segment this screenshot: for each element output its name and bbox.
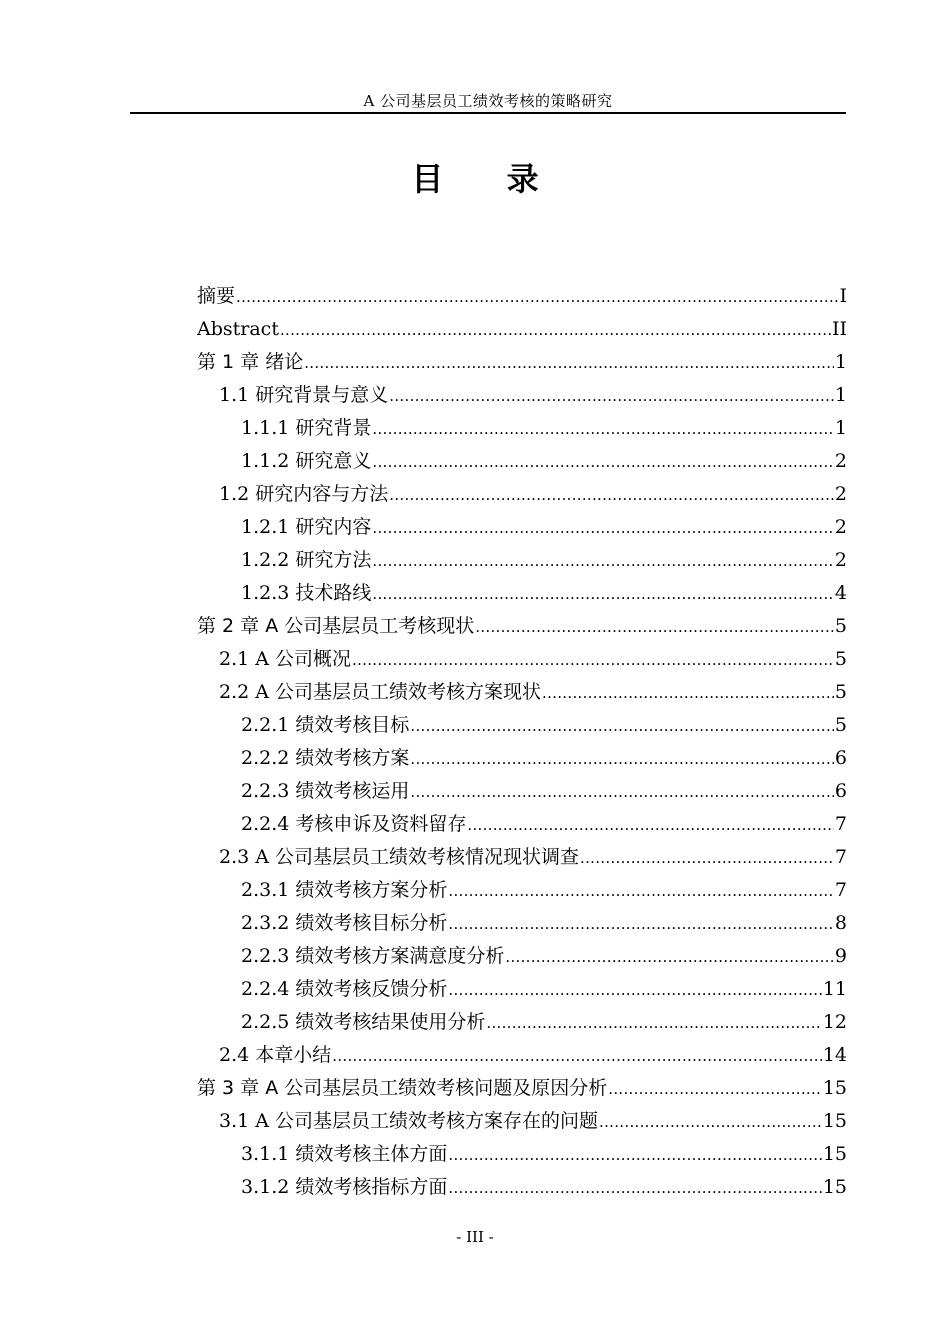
toc-entry-page-number: 2 <box>834 549 847 571</box>
toc-entry-page-number: 2 <box>834 516 847 538</box>
toc-entry-label: 第 3 章 A 公司基层员工绩效考核问题及原因分析 <box>197 1077 608 1099</box>
running-header-title: A 公司基层员工绩效考核的策略研究 <box>363 92 613 110</box>
page-title: 目 录 <box>411 160 565 198</box>
toc-entry-page-number: 8 <box>834 912 847 934</box>
toc-entry-label: 2.2.1 绩效考核目标 <box>241 714 410 736</box>
toc-entry-label: 2.2.5 绩效考核结果使用分析 <box>241 1011 486 1033</box>
toc-entry-label: 2.3.1 绩效考核方案分析 <box>241 879 448 901</box>
toc-dot-leader <box>475 611 834 643</box>
toc-entry[interactable] <box>197 577 847 610</box>
toc-entry[interactable] <box>197 643 847 676</box>
toc-entry[interactable] <box>197 1105 847 1138</box>
toc-entry[interactable] <box>197 775 847 808</box>
toc-dot-leader <box>236 281 838 313</box>
toc-entry-page-number: 7 <box>834 879 847 901</box>
toc-dot-leader <box>389 380 834 412</box>
toc-dot-leader <box>372 446 834 478</box>
toc-entry[interactable] <box>197 676 847 709</box>
toc-entry-label: 2.4 本章小结 <box>219 1044 332 1066</box>
toc-entry-label: 2.3 A 公司基层员工绩效考核情况现状调查 <box>219 846 580 868</box>
toc-entry-page-number: II <box>831 318 847 340</box>
toc-entry[interactable] <box>197 1006 847 1039</box>
toc-entry-label: 1.1 研究背景与意义 <box>219 384 389 406</box>
toc-entry[interactable] <box>197 346 847 379</box>
toc-entry-label: 2.2.3 绩效考核运用 <box>241 780 410 802</box>
toc-entry[interactable] <box>197 973 847 1006</box>
table-of-contents <box>197 280 847 1204</box>
toc-entry-page-number: 2 <box>834 450 847 472</box>
toc-entry[interactable] <box>197 445 847 478</box>
toc-dot-leader <box>448 974 821 1006</box>
toc-entry-page-number: 6 <box>834 780 847 802</box>
toc-entry[interactable] <box>197 511 847 544</box>
toc-entry-page-number: 1 <box>834 384 847 406</box>
toc-entry-page-number: 7 <box>834 813 847 835</box>
toc-dot-leader <box>505 941 834 973</box>
toc-entry[interactable] <box>197 940 847 973</box>
toc-entry-page-number: 7 <box>834 846 847 868</box>
toc-entry[interactable] <box>197 280 847 313</box>
toc-dot-leader <box>352 644 834 676</box>
toc-entry-label: 1.2.1 研究内容 <box>241 516 372 538</box>
toc-entry-label: 2.2.3 绩效考核方案满意度分析 <box>241 945 505 967</box>
toc-entry-label: 2.2.2 绩效考核方案 <box>241 747 410 769</box>
toc-dot-leader <box>280 314 831 346</box>
toc-dot-leader <box>467 809 834 841</box>
toc-entry[interactable] <box>197 379 847 412</box>
header-divider <box>130 112 846 114</box>
toc-entry-label: 2.2.4 绩效考核反馈分析 <box>241 978 448 1000</box>
toc-entry[interactable] <box>197 1138 847 1171</box>
toc-entry[interactable] <box>197 907 847 940</box>
toc-entry-label: 1.2.3 技术路线 <box>241 582 372 604</box>
toc-dot-leader <box>410 743 834 775</box>
toc-entry-page-number: I <box>839 285 847 307</box>
toc-entry-page-number: 11 <box>822 978 847 1000</box>
toc-entry[interactable] <box>197 1171 847 1204</box>
toc-dot-leader <box>580 842 834 874</box>
toc-entry-page-number: 5 <box>834 714 847 736</box>
toc-entry[interactable] <box>197 478 847 511</box>
toc-entry[interactable] <box>197 1039 847 1072</box>
toc-dot-leader <box>448 1172 821 1204</box>
toc-entry-page-number: 9 <box>834 945 847 967</box>
toc-entry-page-number: 12 <box>822 1011 847 1033</box>
toc-entry-label: 1.2.2 研究方法 <box>241 549 372 571</box>
toc-dot-leader <box>372 512 834 544</box>
toc-entry-page-number: 5 <box>834 615 847 637</box>
toc-entry-page-number: 1 <box>834 351 847 373</box>
toc-dot-leader <box>486 1007 821 1039</box>
toc-entry-page-number: 15 <box>822 1077 847 1099</box>
toc-entry-label: 3.1 A 公司基层员工绩效考核方案存在的问题 <box>219 1110 599 1132</box>
toc-dot-leader <box>389 479 834 511</box>
toc-entry-page-number: 4 <box>834 582 847 604</box>
toc-entry-label: 第 2 章 A 公司基层员工考核现状 <box>197 615 475 637</box>
toc-entry-label: 2.1 A 公司概况 <box>219 648 352 670</box>
toc-dot-leader <box>410 776 834 808</box>
toc-entry-label: 2.3.2 绩效考核目标分析 <box>241 912 448 934</box>
toc-entry-label: Abstract <box>197 318 279 340</box>
toc-entry-label: 第 1 章 绪论 <box>197 351 304 373</box>
toc-dot-leader <box>448 1139 821 1171</box>
toc-entry-label: 1.1.2 研究意义 <box>241 450 372 472</box>
toc-entry[interactable] <box>197 742 847 775</box>
toc-entry-page-number: 15 <box>822 1143 847 1165</box>
toc-dot-leader <box>410 710 834 742</box>
toc-dot-leader <box>332 1040 822 1072</box>
toc-entry-page-number: 5 <box>834 648 847 670</box>
toc-dot-leader <box>448 908 834 940</box>
toc-entry[interactable] <box>197 841 847 874</box>
toc-entry[interactable] <box>197 874 847 907</box>
toc-entry-page-number: 6 <box>834 747 847 769</box>
toc-entry-label: 3.1.1 绩效考核主体方面 <box>241 1143 448 1165</box>
toc-entry[interactable] <box>197 544 847 577</box>
toc-entry-page-number: 14 <box>822 1044 847 1066</box>
toc-entry-label: 1.1.1 研究背景 <box>241 417 372 439</box>
toc-dot-leader <box>448 875 834 907</box>
toc-entry[interactable] <box>197 709 847 742</box>
toc-entry-label: 3.1.2 绩效考核指标方面 <box>241 1176 448 1198</box>
toc-entry-page-number: 5 <box>834 681 847 703</box>
toc-entry[interactable] <box>197 808 847 841</box>
toc-entry-page-number: 1 <box>834 417 847 439</box>
toc-dot-leader <box>372 545 834 577</box>
toc-entry-page-number: 15 <box>822 1110 847 1132</box>
toc-entry[interactable] <box>197 412 847 445</box>
toc-entry-label: 1.2 研究内容与方法 <box>219 483 389 505</box>
toc-dot-leader <box>608 1073 822 1105</box>
page-number: - III - <box>456 1228 494 1246</box>
toc-dot-leader <box>304 347 834 379</box>
toc-entry-label: 2.2 A 公司基层员工绩效考核方案现状 <box>219 681 542 703</box>
toc-dot-leader <box>372 413 834 445</box>
toc-entry[interactable] <box>197 610 847 643</box>
toc-entry-page-number: 2 <box>834 483 847 505</box>
toc-dot-leader <box>599 1106 822 1138</box>
toc-entry-label: 2.2.4 考核申诉及资料留存 <box>241 813 467 835</box>
toc-entry[interactable] <box>197 313 847 346</box>
toc-entry-page-number: 15 <box>822 1176 847 1198</box>
toc-entry-label: 摘要 <box>197 285 236 307</box>
toc-dot-leader <box>542 677 834 709</box>
toc-dot-leader <box>372 578 834 610</box>
toc-entry[interactable] <box>197 1072 847 1105</box>
